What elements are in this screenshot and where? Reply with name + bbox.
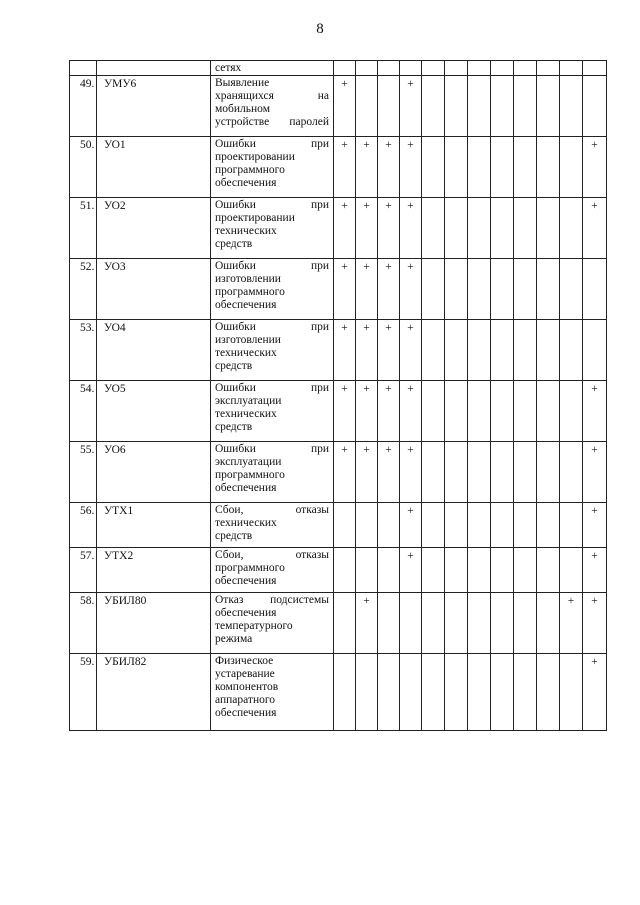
- mark-cell: [537, 548, 560, 593]
- table-row: [70, 654, 607, 731]
- mark-cell: +: [583, 503, 607, 548]
- mark-cell: [560, 137, 583, 198]
- description-line: эксплуатации: [215, 395, 282, 407]
- threat-code-cell: УБИЛ80: [97, 593, 211, 654]
- description-line: обеспечения: [215, 177, 277, 189]
- mark-cell: [514, 137, 537, 198]
- description-line: режима: [215, 633, 253, 645]
- mark-cell: [514, 593, 537, 654]
- description-line: Сбои, отказы: [215, 549, 329, 561]
- threat-description-cell: [211, 259, 334, 320]
- mark-cell: [491, 198, 514, 259]
- threat-description-cell: [211, 61, 334, 76]
- mark-cell: [422, 259, 445, 320]
- threat-code-cell: УБИЛ82: [97, 654, 211, 731]
- description-line: Ошибки при: [215, 199, 329, 211]
- table-row: [70, 381, 607, 442]
- table-row: [70, 198, 607, 259]
- page-number: 8: [316, 21, 324, 37]
- mark-cell: +: [400, 137, 422, 198]
- row-number-cell: 50.: [70, 137, 97, 198]
- mark-cell: [537, 320, 560, 381]
- mark-cell: [491, 503, 514, 548]
- table-row: [70, 137, 607, 198]
- mark-cell: [445, 76, 468, 137]
- description-line: обеспечения: [215, 707, 277, 719]
- description-line: Отказ подсистемы: [215, 594, 329, 606]
- mark-cell: +: [400, 198, 422, 259]
- threat-description-cell: [211, 442, 334, 503]
- mark-cell: [334, 548, 356, 593]
- mark-cell: [445, 503, 468, 548]
- mark-cell: +: [334, 137, 356, 198]
- threat-description-cell: [211, 137, 334, 198]
- mark-cell: [491, 320, 514, 381]
- mark-cell: +: [356, 442, 378, 503]
- mark-cell: +: [583, 548, 607, 593]
- mark-cell: [468, 381, 491, 442]
- threat-description-cell: [211, 548, 334, 593]
- description-line: аппаратного: [215, 694, 276, 706]
- mark-cell: +: [334, 381, 356, 442]
- mark-cell: [468, 61, 491, 76]
- mark-cell: [334, 61, 356, 76]
- mark-cell: +: [334, 76, 356, 137]
- mark-cell: [334, 503, 356, 548]
- threat-description-cell: [211, 654, 334, 731]
- row-number-cell: 52.: [70, 259, 97, 320]
- mark-cell: [537, 503, 560, 548]
- threat-description-cell: [211, 593, 334, 654]
- mark-cell: [356, 654, 378, 731]
- mark-cell: +: [356, 593, 378, 654]
- table-row: [70, 548, 607, 593]
- mark-cell: +: [400, 259, 422, 320]
- mark-cell: [491, 593, 514, 654]
- mark-cell: [491, 381, 514, 442]
- mark-cell: [491, 548, 514, 593]
- mark-cell: [468, 548, 491, 593]
- mark-cell: [422, 76, 445, 137]
- mark-cell: [537, 259, 560, 320]
- mark-cell: [422, 320, 445, 381]
- mark-cell: [583, 320, 607, 381]
- mark-cell: [514, 259, 537, 320]
- mark-cell: [583, 76, 607, 137]
- threat-code-cell: УТХ1: [97, 503, 211, 548]
- mark-cell: [445, 137, 468, 198]
- mark-cell: [468, 198, 491, 259]
- description-line: программного: [215, 469, 285, 481]
- mark-cell: [560, 381, 583, 442]
- mark-cell: [583, 259, 607, 320]
- threat-code-cell: [97, 61, 211, 76]
- description-line: хранящихся на: [215, 90, 329, 102]
- mark-cell: +: [334, 259, 356, 320]
- description-line: эксплуатации: [215, 456, 282, 468]
- row-number-cell: 51.: [70, 198, 97, 259]
- description-line: обеспечения: [215, 482, 277, 494]
- threat-code-cell: УТХ2: [97, 548, 211, 593]
- mark-cell: [422, 137, 445, 198]
- mark-cell: [334, 593, 356, 654]
- description-line: средств: [215, 238, 253, 250]
- threat-code-cell: УО2: [97, 198, 211, 259]
- description-line: программного: [215, 164, 285, 176]
- mark-cell: +: [583, 442, 607, 503]
- mark-cell: [445, 61, 468, 76]
- threat-description-cell: [211, 381, 334, 442]
- mark-cell: +: [334, 442, 356, 503]
- mark-cell: [560, 442, 583, 503]
- row-number-cell: 54.: [70, 381, 97, 442]
- description-line: Ошибки при: [215, 138, 329, 150]
- mark-cell: [491, 442, 514, 503]
- mark-cell: [583, 61, 607, 76]
- row-number-cell: 57.: [70, 548, 97, 593]
- threat-code-cell: УО5: [97, 381, 211, 442]
- mark-cell: [400, 654, 422, 731]
- mark-cell: +: [583, 654, 607, 731]
- mark-cell: [560, 654, 583, 731]
- threat-code-cell: УО1: [97, 137, 211, 198]
- threat-description-cell: [211, 76, 334, 137]
- description-line: технических: [215, 347, 277, 359]
- mark-cell: +: [378, 320, 400, 381]
- mark-cell: [356, 61, 378, 76]
- description-line: температурного: [215, 620, 293, 632]
- description-line: изготовлении: [215, 334, 281, 346]
- mark-cell: +: [378, 442, 400, 503]
- mark-cell: [514, 548, 537, 593]
- table-row: [70, 76, 607, 137]
- mark-cell: +: [378, 381, 400, 442]
- mark-cell: [560, 76, 583, 137]
- mark-cell: [468, 259, 491, 320]
- description-line: средств: [215, 360, 253, 372]
- mark-cell: [560, 198, 583, 259]
- mark-cell: [445, 654, 468, 731]
- table-row: [70, 61, 607, 76]
- mark-cell: [445, 320, 468, 381]
- mark-cell: [400, 61, 422, 76]
- mark-cell: [491, 61, 514, 76]
- threat-code-cell: УО4: [97, 320, 211, 381]
- mark-cell: +: [334, 198, 356, 259]
- mark-cell: +: [400, 548, 422, 593]
- row-number-cell: 58.: [70, 593, 97, 654]
- row-number-cell: 49.: [70, 76, 97, 137]
- row-number-cell: 56.: [70, 503, 97, 548]
- mark-cell: [422, 548, 445, 593]
- mark-cell: [445, 381, 468, 442]
- description-line: технических: [215, 517, 277, 529]
- mark-cell: +: [356, 198, 378, 259]
- mark-cell: [514, 320, 537, 381]
- mark-cell: +: [400, 381, 422, 442]
- mark-cell: [514, 198, 537, 259]
- mark-cell: [560, 320, 583, 381]
- mark-cell: +: [378, 198, 400, 259]
- description-line: компонентов: [215, 681, 279, 693]
- row-number-cell: [70, 61, 97, 76]
- mark-cell: [537, 76, 560, 137]
- description-line: Ошибки при: [215, 260, 329, 272]
- row-number-cell: 55.: [70, 442, 97, 503]
- description-line: обеспечения: [215, 299, 277, 311]
- threat-matrix-table: [69, 60, 607, 731]
- mark-cell: [378, 548, 400, 593]
- mark-cell: [445, 548, 468, 593]
- mark-cell: [491, 76, 514, 137]
- mark-cell: +: [378, 137, 400, 198]
- description-line: программного: [215, 286, 285, 298]
- mark-cell: +: [560, 593, 583, 654]
- mark-cell: [560, 548, 583, 593]
- description-line: мобильном: [215, 103, 270, 115]
- mark-cell: [537, 442, 560, 503]
- mark-cell: [422, 593, 445, 654]
- mark-cell: [468, 593, 491, 654]
- description-line: проектировании: [215, 151, 295, 163]
- description-line: программного: [215, 562, 285, 574]
- mark-cell: +: [400, 320, 422, 381]
- mark-cell: [491, 259, 514, 320]
- mark-cell: [468, 320, 491, 381]
- description-line: средств: [215, 530, 253, 542]
- mark-cell: +: [400, 76, 422, 137]
- mark-cell: [445, 198, 468, 259]
- mark-cell: [537, 61, 560, 76]
- mark-cell: [422, 61, 445, 76]
- mark-cell: [378, 503, 400, 548]
- threat-description-cell: [211, 503, 334, 548]
- threat-description-cell: [211, 320, 334, 381]
- mark-cell: [422, 503, 445, 548]
- description-line: обеспечения: [215, 575, 277, 587]
- table-row: [70, 320, 607, 381]
- threat-code-cell: УО6: [97, 442, 211, 503]
- description-line: Сбои, отказы: [215, 504, 329, 516]
- mark-cell: +: [583, 137, 607, 198]
- description-line: Ошибки при: [215, 382, 329, 394]
- mark-cell: +: [400, 442, 422, 503]
- mark-cell: [560, 259, 583, 320]
- mark-cell: [445, 442, 468, 503]
- mark-cell: [356, 548, 378, 593]
- row-number-cell: 59.: [70, 654, 97, 731]
- mark-cell: [378, 593, 400, 654]
- table-row: [70, 593, 607, 654]
- mark-cell: +: [400, 503, 422, 548]
- mark-cell: [537, 198, 560, 259]
- mark-cell: [514, 76, 537, 137]
- mark-cell: [422, 654, 445, 731]
- mark-cell: [514, 654, 537, 731]
- description-line: обеспечения: [215, 607, 277, 619]
- mark-cell: [378, 76, 400, 137]
- mark-cell: [468, 442, 491, 503]
- mark-cell: [560, 503, 583, 548]
- description-line: средств: [215, 421, 253, 433]
- mark-cell: +: [378, 259, 400, 320]
- mark-cell: [400, 593, 422, 654]
- mark-cell: [422, 442, 445, 503]
- table-row: [70, 442, 607, 503]
- table-row: [70, 259, 607, 320]
- mark-cell: +: [334, 320, 356, 381]
- mark-cell: [468, 503, 491, 548]
- mark-cell: +: [583, 198, 607, 259]
- mark-cell: [537, 137, 560, 198]
- mark-cell: [491, 654, 514, 731]
- mark-cell: [514, 503, 537, 548]
- mark-cell: [468, 76, 491, 137]
- mark-cell: +: [356, 320, 378, 381]
- mark-cell: [422, 381, 445, 442]
- mark-cell: [560, 61, 583, 76]
- description-line: Ошибки при: [215, 321, 329, 333]
- description-line: проектировании: [215, 212, 295, 224]
- mark-cell: [356, 76, 378, 137]
- mark-cell: [445, 259, 468, 320]
- mark-cell: +: [356, 381, 378, 442]
- mark-cell: [537, 593, 560, 654]
- table-row: [70, 503, 607, 548]
- mark-cell: [356, 503, 378, 548]
- description-line: сетях: [215, 62, 242, 74]
- mark-cell: [514, 61, 537, 76]
- mark-cell: [445, 593, 468, 654]
- mark-cell: +: [356, 137, 378, 198]
- threat-code-cell: УО3: [97, 259, 211, 320]
- mark-cell: [468, 137, 491, 198]
- mark-cell: +: [356, 259, 378, 320]
- mark-cell: [514, 442, 537, 503]
- description-line: устройстве паролей: [215, 116, 329, 128]
- mark-cell: +: [583, 381, 607, 442]
- mark-cell: [537, 381, 560, 442]
- description-line: устаревание: [215, 668, 275, 680]
- mark-cell: [514, 381, 537, 442]
- mark-cell: [378, 61, 400, 76]
- description-line: технических: [215, 225, 277, 237]
- description-line: Ошибки при: [215, 443, 329, 455]
- mark-cell: +: [583, 593, 607, 654]
- mark-cell: [537, 654, 560, 731]
- threat-code-cell: УМУ6: [97, 76, 211, 137]
- mark-cell: [378, 654, 400, 731]
- description-line: Выявление: [215, 77, 270, 89]
- row-number-cell: 53.: [70, 320, 97, 381]
- mark-cell: [334, 654, 356, 731]
- description-line: изготовлении: [215, 273, 281, 285]
- description-line: Физическое: [215, 655, 274, 667]
- mark-cell: [468, 654, 491, 731]
- mark-cell: [491, 137, 514, 198]
- mark-cell: [422, 198, 445, 259]
- description-line: технических: [215, 408, 277, 420]
- threat-description-cell: [211, 198, 334, 259]
